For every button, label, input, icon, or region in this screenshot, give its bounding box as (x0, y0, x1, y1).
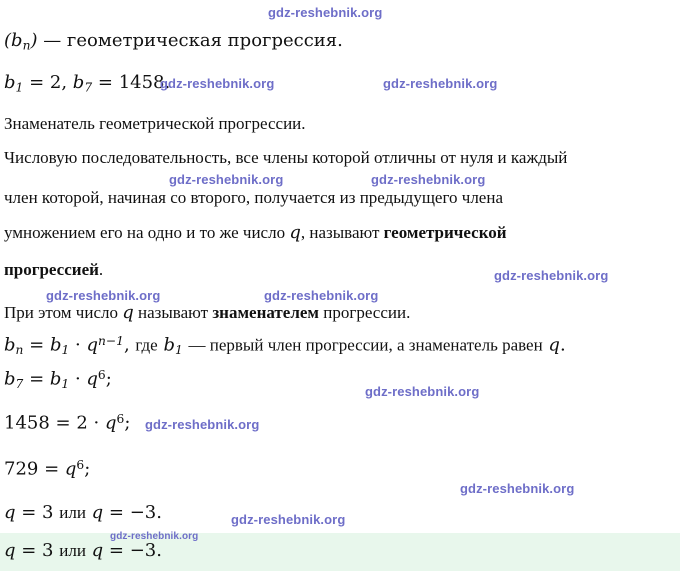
line-question-ratio: Знаменатель геометрической прогрессии. (4, 114, 306, 133)
answer-text: q = 3 или q = −3. (4, 540, 162, 561)
line-definition-part2: член которой, начиная со второго, получается из предыдущего члена (4, 188, 503, 207)
definition-text-mid: , называют (300, 223, 384, 242)
watermark: gdz-reshebnik.org (46, 288, 161, 303)
line-sequence-definition: $(b_n)$ — геометрическая прогрессия. (4, 30, 343, 53)
denominator-text-mid: называют (133, 303, 213, 322)
watermark: gdz-reshebnik.org (268, 5, 383, 20)
equation-729: $729 = q^6$; (4, 458, 91, 480)
formula-b7: $b_7 = b_1 \cdot q^6$; (4, 368, 112, 391)
line-definition-part1: Числовую последовательность, все члены которой отличны от нуля и каждый (4, 148, 568, 167)
formula-general-term: $b_n = b_1 \cdot q^{n-1}$, где $b_1$ — первый член прогрессии, а знаменатель равен q. (4, 334, 566, 357)
watermark: gdz-reshebnik.org (160, 76, 275, 91)
denominator-text-pre: При этом число (4, 303, 123, 322)
equation-1458: $1458 = 2 \cdot q^6$; (4, 412, 131, 434)
watermark: gdz-reshebnik.org (145, 417, 260, 432)
definition-term-bold: геометрической (383, 223, 507, 242)
line-definition-part4 (4, 260, 103, 280)
definition-text-post: . (98, 260, 104, 279)
watermark: gdz-reshebnik.org (371, 172, 486, 187)
line-given-values: $b_1 = 2$, $b_7 = 1458$. (4, 72, 171, 95)
definition-term-bold2: прогрессией (4, 260, 99, 279)
watermark: gdz-reshebnik.org (365, 384, 480, 399)
variable-q: q (289, 222, 301, 243)
line-denominator-definition (4, 302, 410, 323)
watermark: gdz-reshebnik.org (494, 268, 609, 283)
watermark: gdz-reshebnik.org (383, 76, 498, 91)
watermark: gdz-reshebnik.org (231, 512, 346, 527)
definition-text-pre: умножением его на одно и то же число (4, 223, 290, 242)
line-definition-part3 (4, 222, 507, 243)
watermark: gdz-reshebnik.org (460, 481, 575, 496)
denominator-text-post: прогрессии. (319, 303, 411, 322)
watermark: gdz-reshebnik.org (169, 172, 284, 187)
denominator-term-bold: знаменателем (212, 303, 319, 322)
answer-highlight-bar (0, 533, 680, 571)
watermark: gdz-reshebnik.org (110, 531, 199, 542)
solution-q: q = 3 или q = −3. (4, 502, 162, 523)
watermark: gdz-reshebnik.org (264, 288, 379, 303)
variable-q-2: q (122, 302, 134, 323)
